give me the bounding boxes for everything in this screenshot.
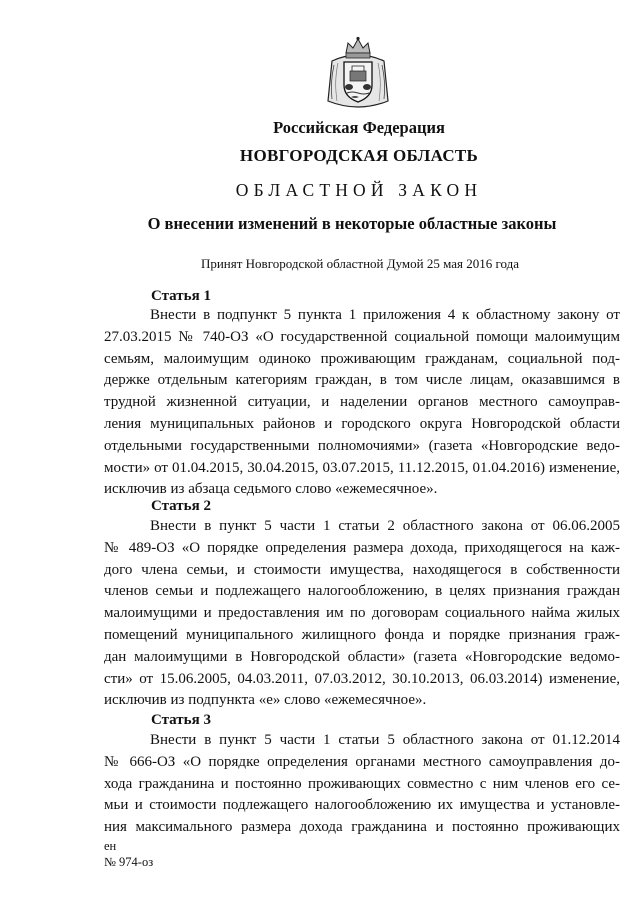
text-line: дого члена семьи, и стоимости имущества, находящегося в собственности <box>104 561 620 578</box>
author-initials: ен <box>104 839 117 853</box>
text-line: Внести в пункт 5 части 1 статьи 5 областного закона от 01.12.2014 <box>150 732 620 748</box>
text-line: дан малоимущими в Новгородской области» (газета «Новгородские ведомо- <box>104 648 620 665</box>
text-line: ния максимального размера дохода гражданина и постоянно проживающих <box>104 819 620 836</box>
text-line: членов семьи и подлежащего налогообложению, в целях признания граждан <box>104 583 620 600</box>
article-heading: Статья 2 <box>151 498 211 514</box>
adoption-note: Принят Новгородской областной Думой 25 мая 2016 года <box>200 256 520 271</box>
text-line: мости» от 01.04.2015, 30.04.2015, 03.07.2015, 11.12.2015, 01.04.2016) изменение, <box>104 459 620 476</box>
text-line: Внести в пункт 5 части 1 статьи 2 областного закона от 06.06.2005 <box>150 518 620 534</box>
article-heading: Статья 3 <box>151 712 211 728</box>
country-name: Российская Федерация <box>273 118 445 137</box>
text-line: держке отдельным категориям граждан, в том числе лицам, оказавшимся в <box>104 372 620 389</box>
text-line: хода гражданина и постоянно проживающих совместно с ним членов его се- <box>104 775 620 792</box>
text-line: сти» от 15.06.2005, 04.03.2011, 07.03.2012, 30.10.2013, 06.03.2014) изменение, <box>104 670 620 687</box>
text-line: исключив из абзаца седьмого слово «ежемесячное». <box>104 481 438 498</box>
text-line: семьям, малоимущим одиноко проживающим гражданам, социальной под- <box>104 350 620 367</box>
coat-of-arms-icon <box>322 35 394 113</box>
article-heading: Статья 1 <box>151 288 211 304</box>
text-line: помещений муниципального жилищного фонда и порядке признания граж- <box>104 626 620 643</box>
document-footer <box>104 838 153 870</box>
article-body <box>104 305 620 501</box>
law-title: О внесении изменений в некоторые областные законы <box>147 214 557 233</box>
article-body <box>104 730 620 839</box>
text-line: малоимущими и предоставления им по договорам социального найма жилых <box>104 605 620 622</box>
text-line: № 489-ОЗ «О порядке определения размера дохода, приходящегося на каж- <box>104 539 620 556</box>
document-number: № 974-оз <box>104 855 154 869</box>
text-line: мьи и стоимости подлежащего налогообложению их имущества и установле- <box>104 797 620 814</box>
text-line: Внести в подпункт 5 пункта 1 приложения 4 к областному закону от <box>150 307 620 323</box>
text-line: 27.03.2015 № 740-ОЗ «О государственной социальной помощи малоимущим <box>104 328 620 345</box>
text-line: исключив из подпункта «е» слово «ежемесячное». <box>104 692 427 709</box>
article-body <box>104 516 620 712</box>
text-line: № 666-ОЗ «О порядке определения органами местного самоуправления до- <box>104 753 620 770</box>
law-type: ОБЛАСТНОЙ ЗАКОН <box>235 180 483 200</box>
text-line: отдельными государственными полномочиями» (газета «Новгородские ведо- <box>104 437 620 454</box>
text-line: трудной жизненной ситуации, и наделении органов местного самоуправ- <box>104 394 620 411</box>
region-name: НОВГОРОДСКАЯ ОБЛАСТЬ <box>239 146 479 165</box>
text-line: ления муниципальных районов и городского округа Новгородской области <box>104 415 620 432</box>
